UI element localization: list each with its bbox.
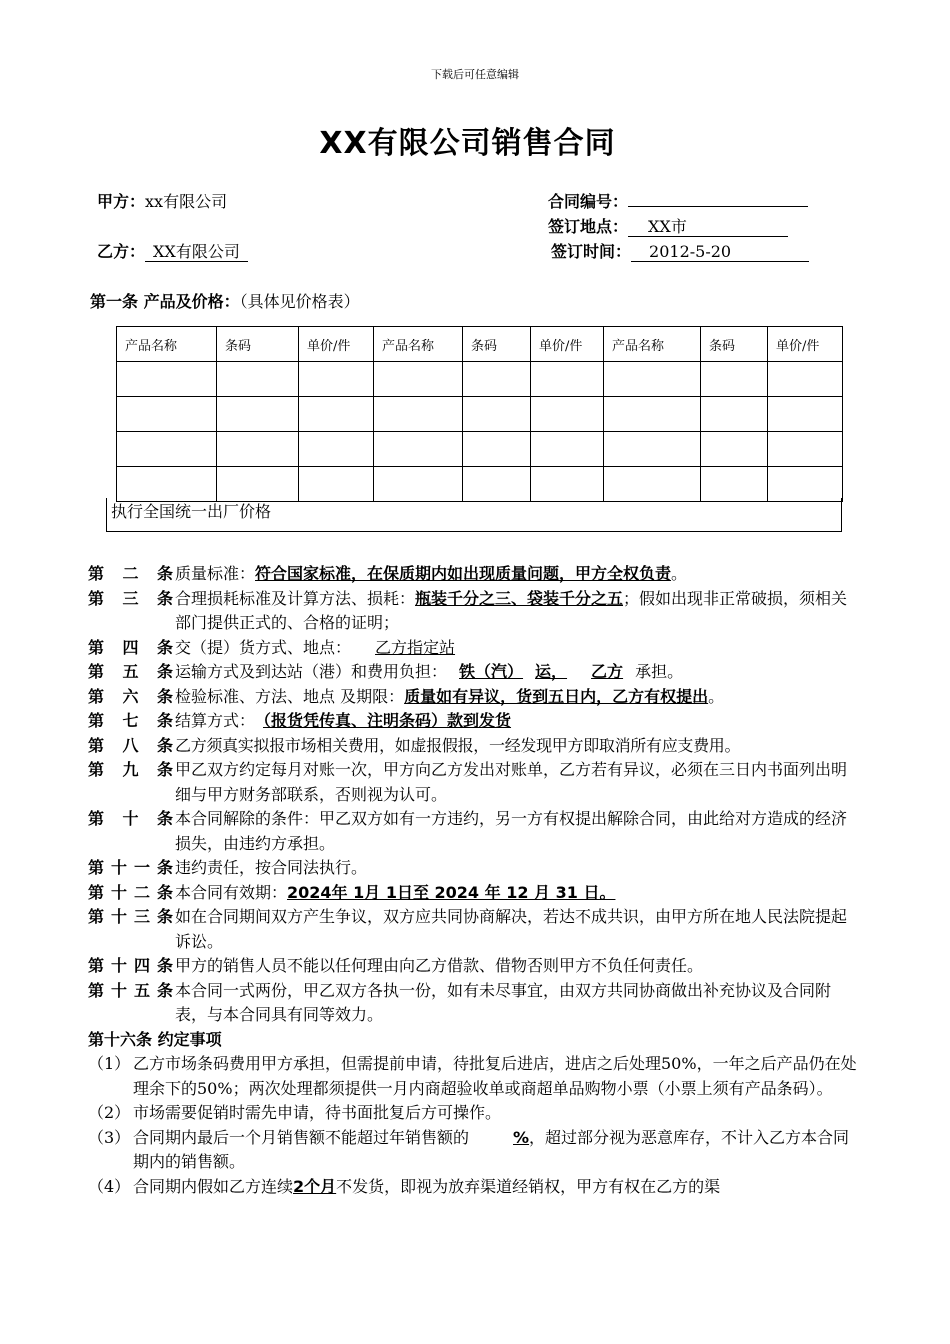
clause-15 (88, 979, 858, 1028)
clause-emphasis: 运， (535, 662, 568, 681)
item-number: （3） (88, 1127, 131, 1147)
clause-label: 第 九 条 (88, 760, 173, 779)
clause-label: 第 三 条 (88, 588, 173, 608)
clause-text: 合理损耗标准及计算方法、损耗： (175, 588, 416, 608)
header-cell: 产品名称 (604, 327, 701, 362)
clause-text: 本合同一式两份，甲乙双方各执一份，如有未尽事宜，由双方共同协商做出补充协议及合同附表，与本合同具有同等效力。 (175, 980, 832, 1024)
item-text: 市场需要促销时需先申请，待书面批复后方可操作。 (133, 1103, 502, 1122)
header-cell: 产品名称 (374, 327, 463, 362)
article-1-note: （具体见价格表） (239, 292, 360, 311)
sign-time-label: 签订时间 (551, 242, 616, 261)
clause-label: 第十四条 (88, 956, 173, 975)
price-table-header-row (117, 327, 843, 362)
clause-text: 检验标准、方法、地点 及期限： (175, 686, 405, 706)
clause-label: 第 四 条 (88, 637, 173, 657)
clause-6 (88, 685, 858, 710)
table-row (117, 397, 843, 432)
clause-label: 第十二条 (88, 882, 173, 902)
clause-text: 运输方式及到达站（港）和费用负担： (175, 662, 448, 681)
contract-no-label: 合同编号 (548, 192, 613, 211)
clause-emphasis: 瓶装千分之三、袋装千分之五 (415, 588, 624, 608)
party-b: 乙方： XX有限公司 (97, 239, 248, 262)
clause-label: 第十一条 (88, 858, 173, 877)
item-text: 合同期内最后一个月销售额不能超过年销售额的 (133, 1127, 470, 1147)
clause-9 (88, 758, 858, 807)
clause-emphasis: 质量如有异议，货到五日内，乙方有权提出 (404, 686, 709, 706)
header-note: 下载后可任意编辑 (431, 68, 519, 81)
table-row (117, 467, 843, 502)
item-emphasis: % (513, 1127, 530, 1147)
item-3 (88, 1126, 858, 1175)
clause-label: 第 七 条 (88, 711, 173, 730)
sign-time-value: 2012-5-20 (631, 243, 809, 262)
table-row (117, 432, 843, 467)
article-1-label: 第一条 产品及价格 (90, 292, 224, 311)
item-text: 合同期内假如乙方连续 (133, 1176, 294, 1196)
clause-text: 甲方的销售人员不能以任何理由向乙方借款、借物否则甲方不负任何责任。 (175, 956, 704, 975)
item-text: ，超过部分视为恶意库存，不计入乙方本合同期内的销售额。 (133, 1127, 850, 1171)
party-a-value: xx有限公司 (145, 192, 228, 211)
clause-emphasis: 2024年 1月 1日至 2024 年 12 月 31 日。 (287, 882, 616, 902)
clause-16-heading: 第十六条 约定事项 (88, 1029, 222, 1049)
clause-text: 结算方式： (175, 711, 256, 730)
sign-time: 签订时间： 2012-5-20 (551, 239, 809, 262)
clause-label: 第 二 条 (88, 564, 173, 583)
clauses (88, 562, 858, 1199)
sign-place: 签订地点： XX市 (548, 214, 788, 237)
clause-text: 承担。 (635, 662, 684, 681)
clause-label: 第 六 条 (88, 686, 173, 706)
price-table-footer: 执行全国统一出厂价格 (106, 498, 842, 532)
header-cell: 单价/件 (299, 327, 374, 362)
header-cell: 条码 (701, 327, 768, 362)
clause-text: ；假如出现非正常破损，须相关部门提供正式的、合格的证明； (175, 588, 848, 632)
clause-emphasis: 铁（汽） (459, 662, 524, 681)
item-text: 乙方市场条码费用甲方承担，但需提前申请，待批复后进店，进店之后处理50%，一年之后产品仍在处理余下的50%；两次处理都须提供一月内商超验收单或商超单品购物小票（小票上须有产品条码）。 (133, 1054, 857, 1098)
clause-text: 本合同解除的条件：甲乙双方如有一方违约，另一方有权提出解除合同，由此给对方造成的经济损失，由违约方承担。 (175, 809, 848, 853)
sign-place-label: 签订地点 (548, 217, 613, 236)
clause-13 (88, 905, 858, 954)
party-a-label: 甲方 (97, 192, 130, 211)
contract-no-value (628, 206, 808, 207)
clause-text: 违约责任，按合同法执行。 (175, 858, 368, 877)
clause-11 (88, 856, 858, 881)
clause-label: 第十三条 (88, 907, 173, 926)
clause-text: 本合同有效期： (175, 882, 288, 902)
clause-4 (88, 636, 858, 661)
clause-text: 质量标准： (175, 564, 256, 583)
party-b-value: XX有限公司 (145, 243, 248, 262)
clause-2 (88, 562, 858, 587)
clause-8 (88, 734, 858, 759)
price-table (116, 326, 843, 502)
contract-title: XX有限公司销售合同 (319, 126, 616, 161)
item-2 (88, 1101, 858, 1126)
clause-14 (88, 954, 858, 979)
clause-5 (88, 660, 858, 685)
clause-3 (88, 587, 858, 636)
sign-place-value: XX市 (628, 218, 788, 237)
article-1: 第一条 产品及价格：（具体见价格表） (90, 292, 360, 311)
clause-text: 交（提）货方式、地点： (175, 637, 352, 657)
header-cell: 产品名称 (117, 327, 217, 362)
item-text: 不发货，即视为放弃渠道经销权，甲方有权在乙方的渠 (336, 1176, 721, 1196)
table-row (117, 362, 843, 397)
clause-text: 。 (671, 564, 688, 583)
item-4 (88, 1175, 858, 1200)
clause-7 (88, 709, 858, 734)
clause-10 (88, 807, 858, 856)
clause-emphasis: 符合国家标准，在保质期内如出现质量问题，甲方全权负责 (255, 564, 672, 583)
clause-12 (88, 881, 858, 906)
item-number: （1） (88, 1054, 131, 1073)
clause-emphasis: （报货凭传真、注明条码）款到发货 (263, 711, 512, 730)
header-cell: 单价/件 (531, 327, 604, 362)
header-cell: 条码 (463, 327, 531, 362)
clause-text: 。 (708, 686, 725, 706)
contract-no: 合同编号： (548, 189, 808, 212)
clause-label: 第十五条 (88, 980, 173, 1000)
clause-label: 第 五 条 (88, 662, 173, 681)
header-cell: 条码 (217, 327, 299, 362)
clause-label: 第 十 条 (88, 809, 173, 828)
item-number: （4） (88, 1176, 131, 1196)
item-number: （2） (88, 1103, 131, 1122)
clause-emphasis: 乙方指定站 (375, 637, 456, 657)
clause-label: 第 八 条 (88, 735, 173, 755)
clause-emphasis: 乙方 (591, 662, 624, 681)
item-emphasis: 2个月 (293, 1176, 337, 1196)
clause-text: 乙方须真实拟报市场相关费用，如虚报假报，一经发现甲方即取消所有应支费用。 (175, 735, 741, 755)
item-1 (88, 1052, 858, 1101)
clause-text: 甲乙双方约定每月对账一次，甲方向乙方发出对账单，乙方若有异议，必须在三日内书面列出明细与甲方财务部联系，否则视为认可。 (175, 760, 848, 804)
clause-text: 如在合同期间双方产生争议，双方应共同协商解决，若达不成共识，由甲方所在地人民法院提起诉讼。 (175, 907, 848, 951)
header-cell: 单价/件 (768, 327, 843, 362)
party-a: 甲方：xx有限公司 (97, 192, 228, 211)
party-b-label: 乙方 (97, 242, 130, 261)
